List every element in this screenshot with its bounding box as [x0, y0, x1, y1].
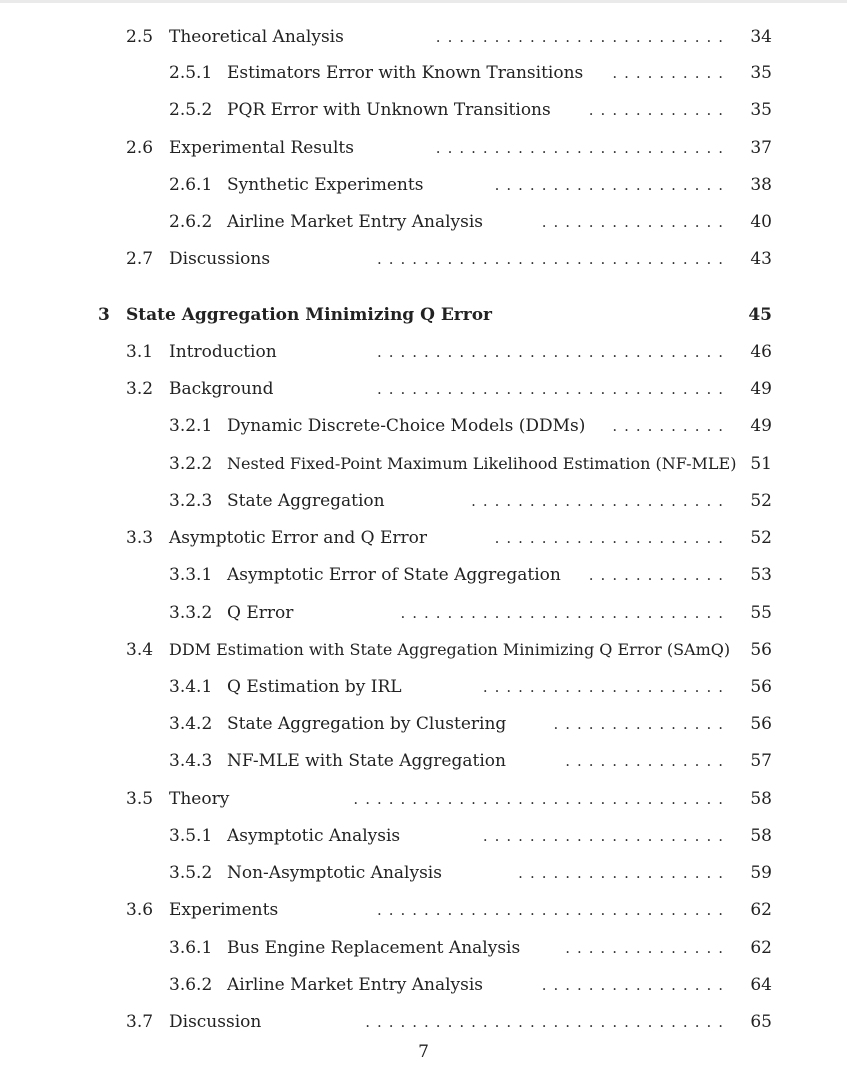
subsection-number: 2.6.2	[169, 212, 213, 232]
toc-subsection-3-6-2[interactable]	[0, 973, 847, 997]
subsection-number: 3.2.1	[169, 416, 213, 436]
page-number: 45	[748, 305, 772, 325]
subsection-number: 3.2.3	[169, 491, 213, 511]
subsection-number: 3.3.2	[169, 603, 213, 623]
subsection-title: Asymptotic Analysis	[227, 826, 401, 846]
section-number: 3.4	[126, 640, 154, 660]
toc-subsection-2-6-1[interactable]	[0, 173, 847, 197]
page-number: 55	[750, 603, 772, 623]
leader-dots: .....................	[482, 827, 730, 845]
leader-dots: ..........	[612, 64, 730, 82]
leader-dots: ....................	[494, 529, 730, 547]
subsection-title: Bus Engine Replacement Analysis	[227, 938, 521, 958]
section-number: 3.1	[126, 342, 154, 362]
subsection-number: 3.4.3	[169, 751, 213, 771]
page-footer-number: 7	[418, 1042, 429, 1062]
leader-dots: ..............................	[376, 901, 730, 919]
leader-dots: ..................	[518, 864, 730, 882]
chapter-title: State Aggregation Minimizing Q Error	[126, 305, 493, 325]
toc-section-3-6[interactable]	[0, 898, 847, 922]
toc-subsection-3-5-2[interactable]	[0, 861, 847, 885]
subsection-number: 3.6.2	[169, 975, 213, 995]
page-number: 43	[750, 249, 772, 269]
page-number: 35	[750, 63, 772, 83]
subsection-number: 3.2.2	[169, 454, 213, 474]
toc-section-3-3[interactable]	[0, 526, 847, 550]
subsection-title: Nested Fixed-Point Maximum Likelihood Estimation (NF-MLE)	[227, 454, 737, 473]
page-number: 38	[750, 175, 772, 195]
toc-subsection-3-2-3[interactable]	[0, 489, 847, 513]
subsection-number: 3.4.2	[169, 714, 213, 734]
subsection-title: Q Estimation by IRL	[227, 677, 402, 697]
subsection-title: Synthetic Experiments	[227, 175, 424, 195]
leader-dots: ................	[541, 976, 730, 994]
page-number: 58	[750, 826, 772, 846]
section-number: 3.2	[126, 379, 154, 399]
page-number: 56	[750, 640, 772, 660]
section-number: 3.7	[126, 1012, 154, 1032]
toc-subsection-2-6-2[interactable]	[0, 210, 847, 234]
subsection-number: 3.3.1	[169, 565, 213, 585]
page-number: 62	[750, 900, 772, 920]
leader-dots: ..............................	[376, 343, 730, 361]
subsection-number: 3.5.2	[169, 863, 213, 883]
subsection-number: 2.5.1	[169, 63, 213, 83]
leader-dots: ............................	[400, 604, 730, 622]
page-number: 40	[750, 212, 772, 232]
leader-dots: ...............................	[365, 1013, 730, 1031]
toc-subsection-3-3-1[interactable]	[0, 563, 847, 587]
leader-dots: ....................	[494, 176, 730, 194]
page-number: 51	[750, 454, 772, 474]
toc-subsection-3-4-1[interactable]	[0, 675, 847, 699]
toc-section-3-2[interactable]	[0, 377, 847, 401]
section-number: 3.3	[126, 528, 154, 548]
section-number: 3.6	[126, 900, 154, 920]
subsection-title: Airline Market Entry Analysis	[227, 975, 484, 995]
page-number: 52	[750, 528, 772, 548]
toc-subsection-3-4-2[interactable]	[0, 712, 847, 736]
toc-section-3-1[interactable]	[0, 340, 847, 364]
section-title: Experiments	[169, 900, 279, 920]
leader-dots: ..........	[612, 417, 730, 435]
leader-dots: ..............................	[376, 380, 730, 398]
page-number: 49	[750, 379, 772, 399]
section-title: Asymptotic Error and Q Error	[169, 528, 428, 548]
subsection-title: Airline Market Entry Analysis	[227, 212, 484, 232]
section-title: Introduction	[169, 342, 277, 362]
leader-dots: ............	[588, 101, 730, 119]
page-number: 34	[750, 27, 772, 47]
page-number: 53	[750, 565, 772, 585]
page-number: 57	[750, 751, 772, 771]
section-title: Discussions	[169, 249, 271, 269]
page-number: 49	[750, 416, 772, 436]
section-title: Background	[169, 379, 274, 399]
toc-section-3-5[interactable]	[0, 787, 847, 811]
leader-dots: .........................	[435, 139, 730, 157]
toc-section-2-6[interactable]	[0, 136, 847, 160]
leader-dots: ..............	[565, 752, 730, 770]
subsection-number: 2.6.1	[169, 175, 213, 195]
page-number: 35	[750, 100, 772, 120]
toc-subsection-3-3-2[interactable]	[0, 601, 847, 625]
toc-subsection-3-2-2[interactable]	[0, 452, 847, 476]
subsection-title: Estimators Error with Known Transitions	[227, 63, 584, 83]
section-number: 3.5	[126, 789, 154, 809]
toc-chapter-3[interactable]	[0, 303, 847, 327]
leader-dots: ................	[541, 213, 730, 231]
chapter-number: 3	[98, 305, 110, 325]
page-number: 65	[750, 1012, 772, 1032]
toc-subsection-3-5-1[interactable]	[0, 824, 847, 848]
section-title: Theory	[169, 789, 230, 809]
page-number: 59	[750, 863, 772, 883]
top-edge	[0, 0, 847, 3]
toc-section-2-5[interactable]	[0, 25, 847, 49]
toc-subsection-2-5-1[interactable]	[0, 61, 847, 85]
subsection-number: 3.4.1	[169, 677, 213, 697]
toc-section-2-7[interactable]	[0, 247, 847, 271]
leader-dots: .....................	[482, 678, 730, 696]
leader-dots: ................................	[353, 790, 730, 808]
page-number: 58	[750, 789, 772, 809]
subsection-title: Non-Asymptotic Analysis	[227, 863, 442, 883]
subsection-number: 3.6.1	[169, 938, 213, 958]
page-number: 62	[750, 938, 772, 958]
page-number: 56	[750, 714, 772, 734]
subsection-title: PQR Error with Unknown Transitions	[227, 100, 551, 120]
subsection-title: State Aggregation by Clustering	[227, 714, 507, 734]
leader-dots: ..............................	[376, 250, 730, 268]
section-title: DDM Estimation with State Aggregation Minimizing Q Error (SAmQ)	[169, 640, 731, 659]
section-number: 2.6	[126, 138, 154, 158]
page-number: 37	[750, 138, 772, 158]
section-title: Theoretical Analysis	[169, 27, 344, 47]
section-title: Experimental Results	[169, 138, 354, 158]
toc-subsection-3-2-1[interactable]	[0, 414, 847, 438]
leader-dots: .........................	[435, 28, 730, 46]
toc-subsection-3-6-1[interactable]	[0, 936, 847, 960]
page-number: 64	[750, 975, 772, 995]
toc-subsection-3-4-3[interactable]	[0, 749, 847, 773]
section-number: 2.7	[126, 249, 154, 269]
subsection-title: Q Error	[227, 603, 294, 623]
section-title: Discussion	[169, 1012, 262, 1032]
subsection-title: Asymptotic Error of State Aggregation	[227, 565, 561, 585]
leader-dots: ..............	[565, 939, 730, 957]
subsection-title: NF-MLE with State Aggregation	[227, 751, 506, 771]
leader-dots: ...............	[553, 715, 730, 733]
page-number: 52	[750, 491, 772, 511]
leader-dots: ............	[588, 566, 730, 584]
page-number: 46	[750, 342, 772, 362]
section-number: 2.5	[126, 27, 154, 47]
leader-dots: ......................	[471, 492, 730, 510]
toc-section-3-7[interactable]	[0, 1010, 847, 1034]
subsection-number: 2.5.2	[169, 100, 213, 120]
subsection-number: 3.5.1	[169, 826, 213, 846]
subsection-title: Dynamic Discrete-Choice Models (DDMs)	[227, 416, 586, 436]
subsection-title: State Aggregation	[227, 491, 385, 511]
toc-subsection-2-5-2[interactable]	[0, 98, 847, 122]
toc-section-3-4[interactable]	[0, 638, 847, 662]
page-number: 56	[750, 677, 772, 697]
